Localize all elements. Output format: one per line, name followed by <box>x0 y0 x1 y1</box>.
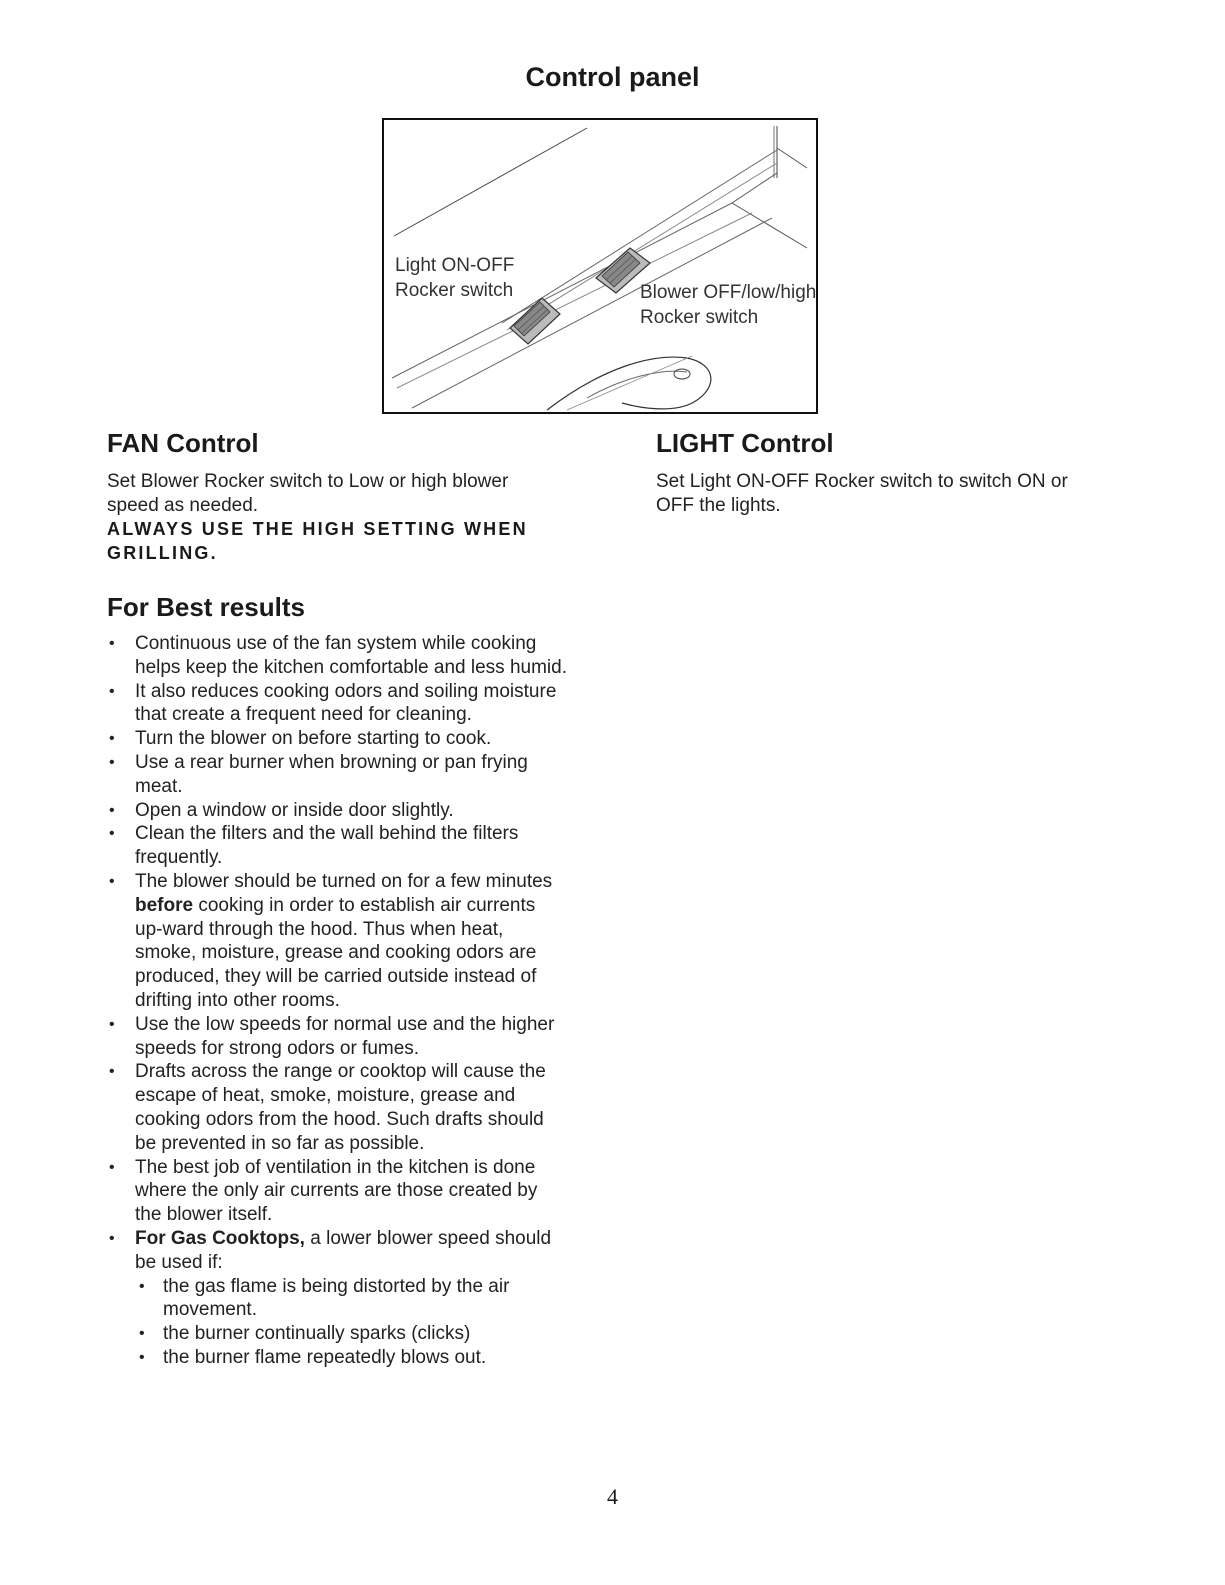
list-item-text: The blower should be turned on for a few minutes <box>135 870 553 892</box>
best-results-heading: For Best results <box>107 592 305 622</box>
blower-switch-label-line2: Rocker switch <box>640 307 759 328</box>
light-switch-label-line2: Rocker switch <box>395 280 514 301</box>
list-item: • The best job of ventilation in the kitchen is done where the only air currents are those created by the blower itself. <box>107 1156 567 1227</box>
control-panel-illustration <box>382 118 818 414</box>
light-cover-icon <box>547 356 711 410</box>
page-title: Control panel <box>525 62 700 92</box>
list-item: • Continuous use of the fan system while cooking helps keep the kitchen comfortable and less humid. <box>107 632 567 680</box>
light-control-text: Set Light ON-OFF Rocker switch to switch ON or OFF the lights. <box>656 471 1068 516</box>
fan-control-warning: ALWAYS USE THE HIGH SETTING WHEN GRILLING. <box>107 519 528 563</box>
best-results-list <box>107 632 567 1370</box>
list-item-text: cooking in order to establish air currents up-ward through the hood. Thus when heat, smoke, moisture, grease and cooking odors are produced, they will be carried outside instead of drifting into other rooms. <box>135 894 537 1011</box>
fan-control-heading: FAN Control <box>107 428 259 458</box>
sub-list-item: • the burner flame repeatedly blows out. <box>135 1346 567 1370</box>
list-item: • Drafts across the range or cooktop will cause the escape of heat, smoke, moisture, grease and cooking odors from the hood. Such drafts should be prevented in so far as possible. <box>107 1060 567 1155</box>
sub-list-item: • the gas flame is being distorted by the air movement. <box>135 1275 567 1323</box>
list-item <box>107 1227 567 1370</box>
list-item: • Use a rear burner when browning or pan frying meat. <box>107 751 567 799</box>
blower-switch-label-line1: Blower OFF/low/high <box>640 282 817 303</box>
gas-cooktops-label: For Gas Cooktops, <box>135 1227 305 1249</box>
list-item <box>107 870 567 1013</box>
light-switch-icon <box>510 298 560 344</box>
page-number: 4 <box>607 1484 618 1509</box>
list-item: • It also reduces cooking odors and soiling moisture that create a frequent need for cleaning. <box>107 680 567 728</box>
list-item-emphasis: before <box>135 894 194 916</box>
list-item: • Turn the blower on before starting to cook. <box>107 727 567 751</box>
list-item-text: a lower blower speed should be used if: <box>135 1227 552 1273</box>
light-switch-label <box>395 253 514 303</box>
list-item: • Open a window or inside door slightly. <box>107 799 567 823</box>
list-item: • Clean the filters and the wall behind the filters frequently. <box>107 822 567 870</box>
sub-list-item: • the burner continually sparks (clicks) <box>135 1322 567 1346</box>
light-switch-label-line1: Light ON-OFF <box>395 255 515 276</box>
list-item: • Use the low speeds for normal use and the higher speeds for strong odors or fumes. <box>107 1013 567 1061</box>
gas-conditions-list <box>135 1275 567 1370</box>
blower-switch-label <box>640 280 816 330</box>
light-control-heading: LIGHT Control <box>656 428 834 458</box>
fan-control-text: Set Blower Rocker switch to Low or high blower speed as needed. <box>107 471 509 516</box>
